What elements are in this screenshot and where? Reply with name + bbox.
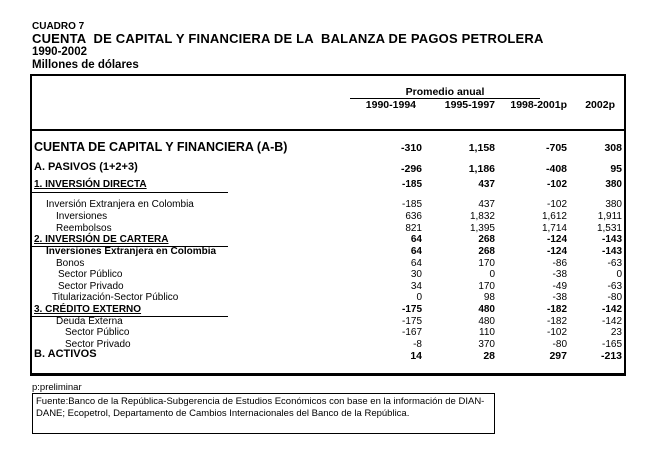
cell-1998-2001p: -49 xyxy=(552,281,567,292)
row-label: CUENTA DE CAPITAL Y FINANCIERA (A-B) xyxy=(34,140,288,154)
cell-1995-1997: 170 xyxy=(478,281,495,292)
row-label: Sector Público xyxy=(65,327,130,338)
cell-2002p: -213 xyxy=(600,350,622,362)
cell-1990-1994: 636 xyxy=(405,211,422,222)
row-label: 3. CRÉDITO EXTERNO xyxy=(34,304,142,315)
column-header-2002p: 2002p xyxy=(585,99,615,111)
cell-2002p: -165 xyxy=(601,339,622,350)
cell-2002p: 1,531 xyxy=(596,223,622,234)
column-header-1995-1997: 1995-1997 xyxy=(444,99,495,111)
cell-1990-1994: -185 xyxy=(401,199,422,210)
source-box xyxy=(32,393,495,434)
table-row xyxy=(32,140,622,154)
table-row xyxy=(32,161,622,175)
cell-1990-1994: -185 xyxy=(401,179,422,190)
row-label: Reembolsos xyxy=(56,223,112,234)
cell-2002p: -63 xyxy=(607,281,622,292)
cell-1995-1997: 1,158 xyxy=(468,142,495,154)
section-rule xyxy=(30,192,228,193)
cell-2002p: -80 xyxy=(607,292,622,303)
cell-1995-1997: 110 xyxy=(479,327,495,338)
cell-2002p: -143 xyxy=(601,246,622,257)
cell-1998-2001p: -86 xyxy=(552,258,567,269)
cell-1998-2001p: -124 xyxy=(546,234,567,245)
cell-2002p: -142 xyxy=(601,316,622,327)
cell-1995-1997: 1,832 xyxy=(469,211,495,222)
cell-1995-1997: 437 xyxy=(478,199,495,210)
cell-1998-2001p: -102 xyxy=(546,327,567,338)
cell-1998-2001p: -182 xyxy=(546,304,567,315)
cell-1998-2001p: -38 xyxy=(552,292,567,303)
table-units: Millones de dólares xyxy=(32,59,139,71)
cell-1990-1994: 34 xyxy=(410,281,422,292)
cell-1998-2001p: -80 xyxy=(552,339,567,350)
cell-2002p: -63 xyxy=(607,258,622,269)
row-label: Inversión Extranjera en Colombia xyxy=(46,199,194,210)
cell-2002p: 380 xyxy=(605,199,622,210)
cell-1990-1994: -175 xyxy=(401,316,422,327)
cell-2002p: -142 xyxy=(601,304,622,315)
cell-1998-2001p: -408 xyxy=(545,163,567,175)
cell-1998-2001p: 1,612 xyxy=(541,211,567,222)
cell-1998-2001p: 1,714 xyxy=(541,223,567,234)
cell-1995-1997: 370 xyxy=(478,339,495,350)
cell-1990-1994: -310 xyxy=(400,142,422,154)
cell-1995-1997: 1,395 xyxy=(469,223,495,234)
cell-1990-1994: 64 xyxy=(410,246,422,257)
cell-1990-1994: 0 xyxy=(416,292,422,303)
table-row xyxy=(32,348,622,362)
cell-2002p: 95 xyxy=(610,163,622,175)
table-row xyxy=(32,179,622,193)
row-label: Sector Privado xyxy=(58,281,124,292)
cell-1990-1994: 30 xyxy=(410,269,422,280)
cell-1995-1997: 28 xyxy=(483,350,495,362)
cell-1995-1997: 170 xyxy=(478,258,495,269)
cell-2002p: 380 xyxy=(605,179,622,190)
cell-1995-1997: 480 xyxy=(478,304,495,315)
table-period: 1990-2002 xyxy=(32,46,87,58)
cell-1998-2001p: -182 xyxy=(546,316,567,327)
cell-1995-1997: 437 xyxy=(478,179,495,190)
cell-1998-2001p: -102 xyxy=(546,199,567,210)
cell-1990-1994: 14 xyxy=(410,350,422,362)
cell-1990-1994: -8 xyxy=(413,339,422,350)
row-label: Bonos xyxy=(56,258,85,269)
row-label: Inversiones xyxy=(56,211,108,222)
cell-1995-1997: 0 xyxy=(489,269,495,280)
cell-1998-2001p: -38 xyxy=(552,269,567,280)
cell-1998-2001p: -124 xyxy=(546,246,567,257)
cell-1990-1994: -175 xyxy=(401,304,422,315)
group-header-promedio-anual: Promedio anual xyxy=(405,86,485,98)
row-label: 2. INVERSIÓN DE CARTERA xyxy=(34,234,169,245)
cell-1995-1997: 1,186 xyxy=(468,163,495,175)
cell-1998-2001p: -102 xyxy=(546,179,567,190)
cell-1995-1997: 480 xyxy=(478,316,495,327)
preliminary-note: p:preliminar xyxy=(32,382,82,393)
row-label: Titularización-Sector Público xyxy=(52,292,179,303)
cell-2002p: 308 xyxy=(604,142,622,154)
column-header-1998-2001p: 1998-2001p xyxy=(510,99,567,111)
cell-1990-1994: -167 xyxy=(401,327,422,338)
cell-1995-1997: 268 xyxy=(478,246,495,257)
cell-1995-1997: 98 xyxy=(483,292,495,303)
cell-1998-2001p: 297 xyxy=(549,350,567,362)
cell-1990-1994: 64 xyxy=(410,258,422,269)
cell-1995-1997: 268 xyxy=(478,234,495,245)
table-number: CUADRO 7 xyxy=(32,21,85,32)
row-label: A. PASIVOS (1+2+3) xyxy=(34,161,138,173)
cell-2002p: 1,911 xyxy=(597,211,622,222)
source-line-1: Fuente:Banco de la República-Subgerencia de Estudios Económicos con base en la información de DIAN- xyxy=(36,396,485,407)
source-line-2: DANE; Ecopetrol, Departamento de Cambios Internacionales del Banco de la República. xyxy=(36,408,410,419)
header-divider xyxy=(30,129,624,131)
cell-2002p: -143 xyxy=(601,234,622,245)
table-title: CUENTA DE CAPITAL Y FINANCIERA DE LA BALANZA DE PAGOS PETROLERA xyxy=(32,31,544,46)
row-label: Sector Privado xyxy=(65,339,131,350)
column-header-1990-1994: 1990-1994 xyxy=(365,99,416,111)
cell-1990-1994: -296 xyxy=(400,163,422,175)
cell-1990-1994: 64 xyxy=(410,234,422,245)
cell-1990-1994: 821 xyxy=(405,223,422,234)
cell-1998-2001p: -705 xyxy=(545,142,567,154)
row-label: Inversiones Extranjera en Colombia xyxy=(46,246,217,257)
row-label: B. ACTIVOS xyxy=(34,348,97,360)
row-label: 1. INVERSIÓN DIRECTA xyxy=(34,179,147,190)
cell-2002p: 23 xyxy=(610,327,622,338)
cell-2002p: 0 xyxy=(616,269,622,280)
row-label: Deuda Externa xyxy=(56,316,123,327)
row-label: Sector Público xyxy=(58,269,123,280)
